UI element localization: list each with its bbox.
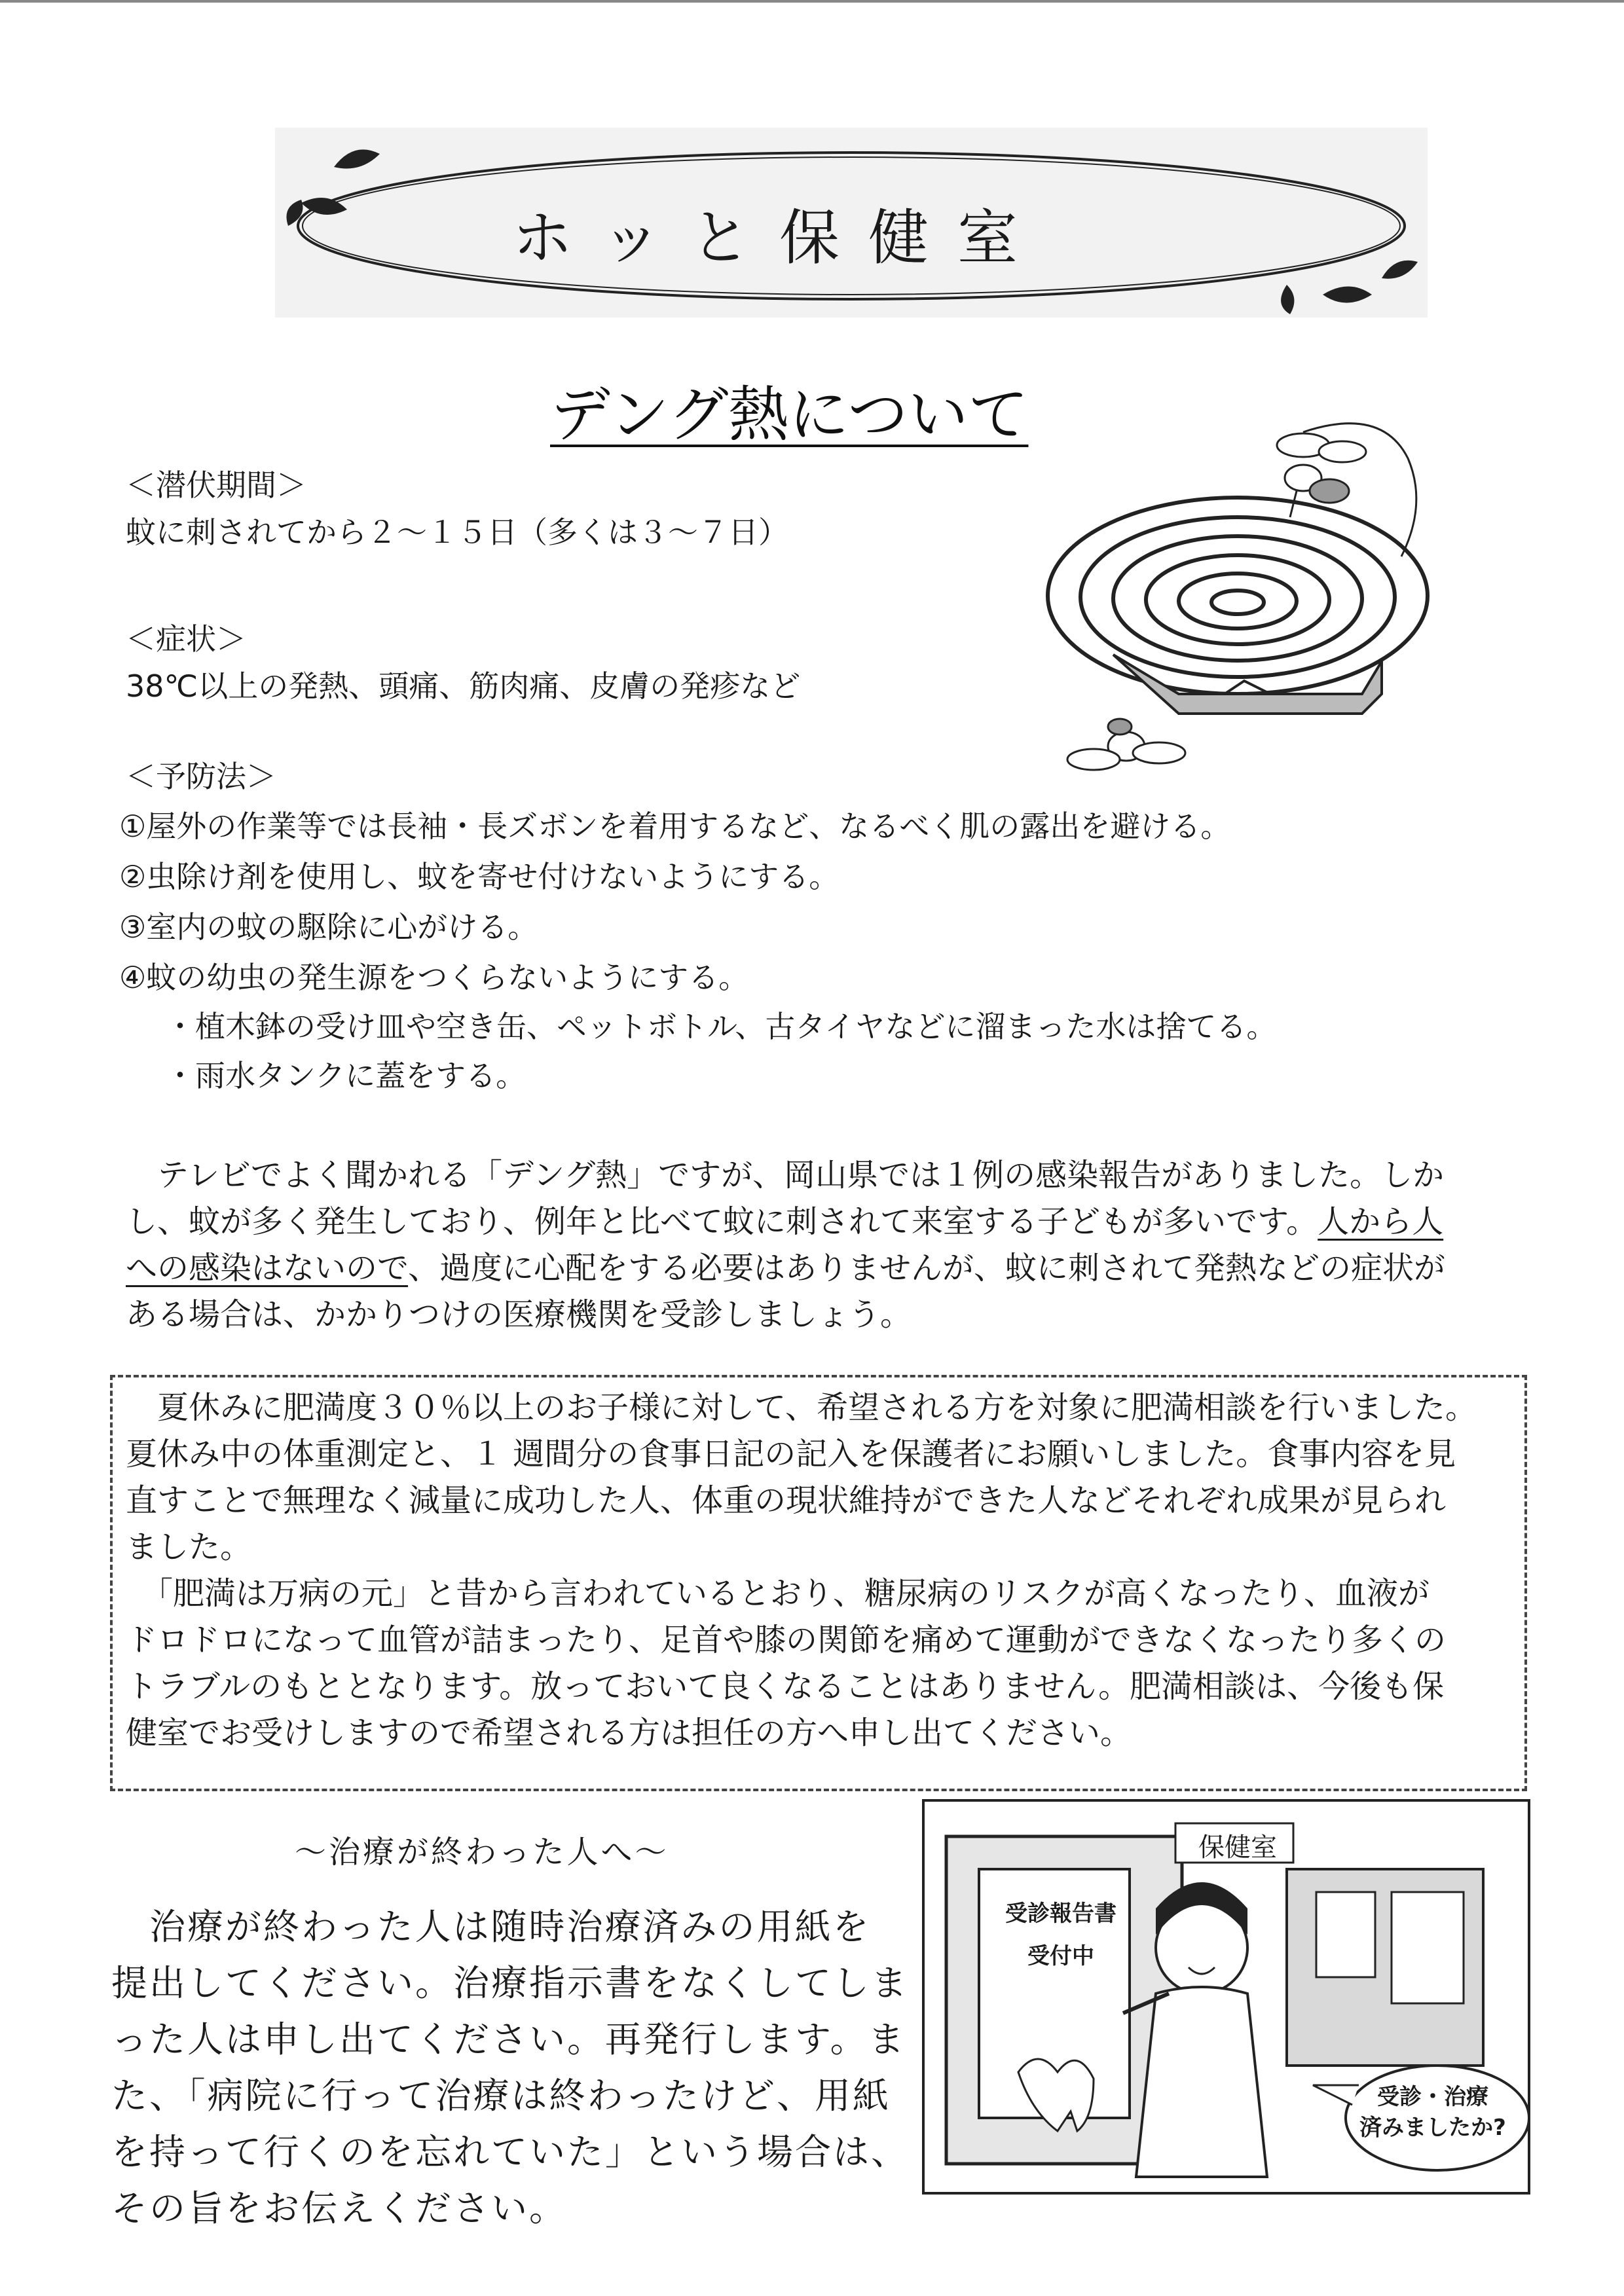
paragraph-line: トラブルのもととなります。放っておいて良くなることはありません。肥満相談は、今後も保 (126, 1668, 1445, 1705)
prevention-item: ①屋外の作業等では長袖・長ズボンを着用するなど、なるべく肌の露出を避ける。 (119, 809, 1231, 844)
text-span: し、蚊が多く発生しており、例年と比べて蚊に刺されて来室する子どもが多いです。 (126, 1203, 1318, 1240)
top-rule (0, 0, 1624, 3)
incubation-heading: ＜潜伏期間＞ (126, 467, 306, 503)
prevention-subitem: ・雨水タンクに蓋をする。 (165, 1058, 526, 1093)
header-title: ホッと保健室 (511, 203, 1046, 273)
poster-subtitle: 受付中 (1027, 1943, 1094, 1969)
paragraph-line (126, 1245, 1445, 1292)
underlined-text: への感染はないので (126, 1250, 409, 1286)
speech-bubble-line: 済みましたか? (1359, 2115, 1506, 2141)
paragraph-line: 夏休みに肥満度３０％以上のお子様に対して、希望される方を対象に肥満相談を行いました。 (126, 1389, 1477, 1426)
paragraph-line: 直すことで無理なく減量に成功した人、体重の現状維持ができた人などそれぞれ成果が見られ (126, 1482, 1447, 1519)
paragraph-line: ドロドロになって血管が詰まったり、足首や膝の関節を痛めて運動ができなくなったり多くの (126, 1622, 1447, 1658)
paragraph-line: その旨をお伝えください。 (111, 2187, 568, 2229)
prevention-item: ③室内の蚊の駆除に心がける。 (119, 909, 538, 945)
symptoms-heading: ＜症状＞ (126, 621, 246, 657)
paragraph-line: ました。 (126, 1529, 252, 1565)
paragraph-line: た、「病院に行って治療は終わったけど、用紙 (111, 2075, 891, 2117)
paragraph-line: った人は申し出てください。再発行します。ま (111, 2018, 906, 2060)
incubation-text: 蚊に刺されてから２～１５日（多くは３～７日） (126, 515, 788, 550)
paragraph-line (126, 1199, 1445, 1245)
prevention-item: ②虫除け剤を使用し、蚊を寄せ付けないようにする。 (119, 859, 840, 894)
paragraph-line: 治療が終わった人は随時治療済みの用紙を (111, 1906, 871, 1948)
text-span: 、過度に心配をする必要はありませんが、蚊に刺されて発熱などの症状が (408, 1250, 1446, 1286)
paragraph-line: 健室でお受けしますので希望される方は担任の方へ申し出てください。 (126, 1715, 1132, 1751)
paragraph-line: 提出してください。治療指示書をなくしてしま (111, 1962, 910, 2004)
poster-title: 受診報告書 (1005, 1901, 1116, 1927)
treatment-paragraph (111, 1899, 909, 2236)
prevention-item: ④蚊の幼虫の発生源をつくらないようにする。 (119, 960, 749, 995)
article-title: デング熱について (550, 380, 1029, 450)
underlined-text: 人から人 (1318, 1203, 1444, 1240)
paragraph-line: 「肥満は万病の元」と昔から言われているとおり、糖尿病のリスクが高くなったり、血液が (126, 1575, 1430, 1612)
treatment-heading: ～治療が終わった人へ～ (295, 1834, 669, 1870)
paragraph-line: を持って行くのを忘れていた」という場合は、 (111, 2131, 910, 2173)
room-sign: 保健室 (1198, 1832, 1277, 1863)
symptoms-text: 38℃以上の発熱、頭痛、筋肉痛、皮膚の発疹など (126, 668, 801, 704)
dengue-paragraph (126, 1152, 1445, 1338)
prevention-heading: ＜予防法＞ (126, 759, 276, 794)
obesity-paragraph (126, 1385, 1477, 1757)
paragraph-line: 夏休み中の体重測定と、１ 週間分の食事日記の記入を保護者にお願いしました。食事内容を見 (126, 1436, 1456, 1472)
paragraph-line: ある場合は、かかりつけの医療機関を受診しましょう。 (126, 1296, 912, 1333)
prevention-subitem: ・植木鉢の受け皿や空き缶、ペットボトル、古タイヤなどに溜まった水は捨てる。 (165, 1009, 1277, 1044)
mosquito-coil-illustration (1041, 419, 1486, 786)
paragraph-line: テレビでよく聞かれる「デング熱」ですが、岡山県では１例の感染報告がありました。しか (126, 1157, 1445, 1194)
speech-bubble-line: 受診・治療 (1377, 2084, 1488, 2110)
